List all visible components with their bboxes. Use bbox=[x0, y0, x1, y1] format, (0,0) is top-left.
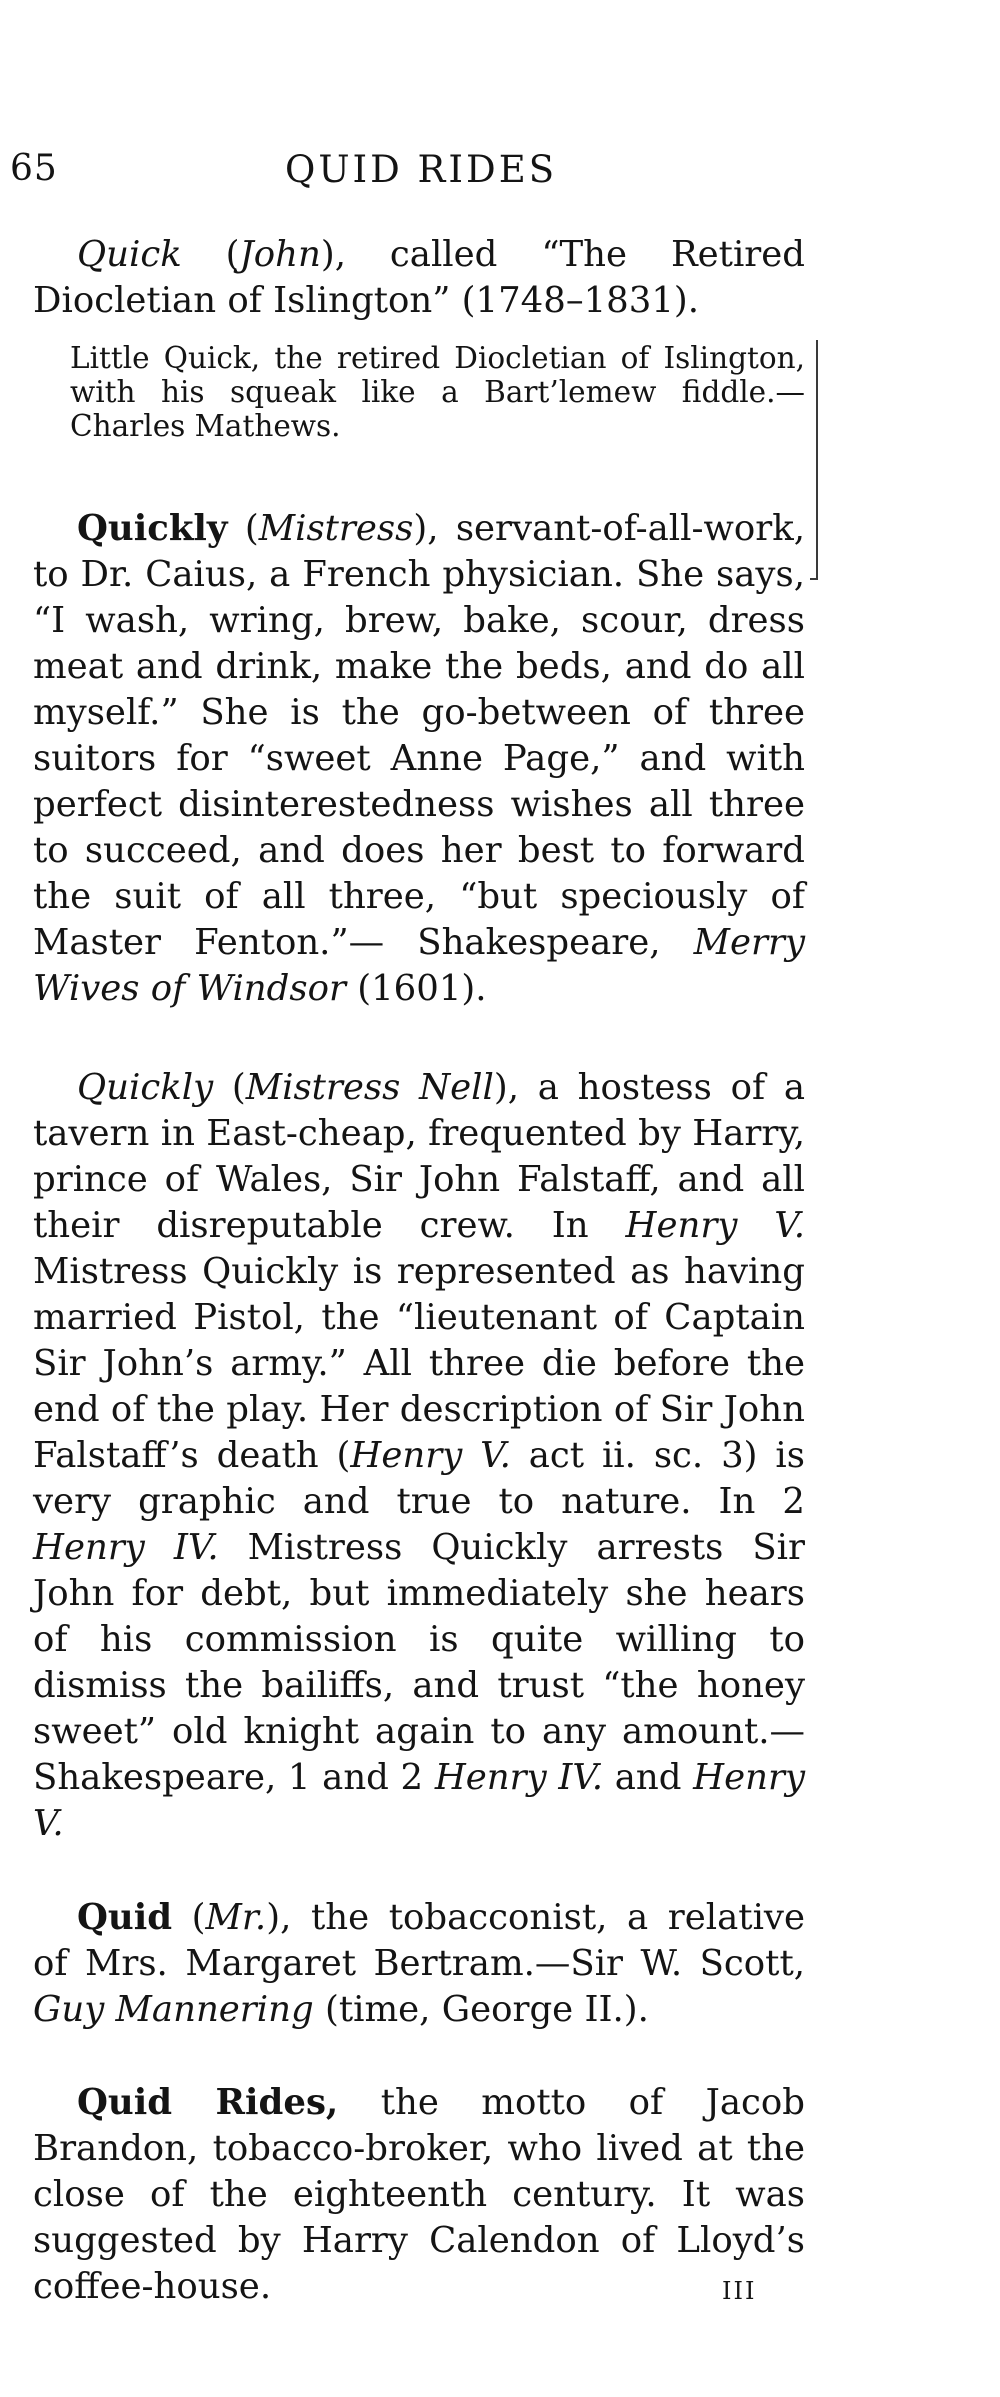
page-number: 65 bbox=[10, 148, 58, 189]
entry-quid-rides-name: Quid Rides, bbox=[77, 2082, 339, 2123]
entry-quickly-mistress bbox=[33, 506, 805, 1012]
entry-quickly-nell-text-5: and bbox=[603, 1757, 694, 1798]
entry-quick bbox=[33, 232, 805, 324]
entry-quid-text-2: (time, George II.). bbox=[313, 1989, 649, 2030]
entry-quid-paragraph: Quid (Mr.), the tobacconist, a relative of Mrs. Margaret Bertram.—Sir W. Scott, Guy Mannering (time, George II.). bbox=[33, 1897, 805, 2030]
entry-quid-rides bbox=[33, 2080, 805, 2310]
entry-quickly-nell-work-3: Henry IV. bbox=[33, 1527, 219, 1568]
entry-quid-text-1: , the tobacconist, a relative of Mrs. Margaret Bertram.—Sir W. Scott, bbox=[33, 1897, 805, 1984]
entry-quickly-nell-work-2: Henry V. bbox=[350, 1435, 511, 1476]
entry-quickly-mistress-paren: Mistress bbox=[258, 508, 414, 549]
entry-quick-quote: Little Quick, the retired Diocletian of Islington, with his squeak like a Bart’lemew fiddle.—Charles Mathews. bbox=[70, 341, 805, 443]
entry-quid-name: Quid bbox=[77, 1897, 173, 1938]
entry-quickly-mistress-text: , servant-of-all-work, to Dr. Caius, a French physician. She says, “I wash, wring, brew, bake, scour, dress meat and drink, make the beds, and do all myself.” She is the go-between of three suitors for “sweet Anne Page,” and with perfect disinterestedness wishes all three to succeed, and does her best to forward the suit of all three, “but speciously of Master Fenton.”— Shakespeare, bbox=[33, 508, 805, 963]
signature-mark: III bbox=[722, 2277, 757, 2305]
entry-quickly-nell-text-1: , a hostess of a tavern in East-cheap, frequented by Harry, prince of Wales, Sir John Falstaff, and all their disreputable crew. In bbox=[33, 1067, 806, 1246]
entry-quickly-mistress-date: (1601). bbox=[345, 968, 487, 1009]
entry-quickly-nell-work-4: Henry IV. bbox=[434, 1757, 604, 1798]
entry-quickly-nell bbox=[33, 1065, 805, 1847]
entry-quickly-nell-name: Quickly bbox=[77, 1067, 214, 1108]
entry-quick-name: Quick bbox=[77, 234, 182, 275]
entry-quickly-mistress-name: Quickly bbox=[77, 508, 228, 549]
entry-quickly-nell-paragraph: Quickly (Mistress Nell), a hostess of a tavern in East-cheap, frequented by Harry, prince of Wales, Sir John Falstaff, and all their disreputable crew. In Henry V. Mistress Quickly is represented as having married Pistol, the “lieutenant of Captain Sir John’s army.” All three die before the end of the play. Her description of Sir John Falstaff’s death (Henry V. act ii. sc. 3) is very graphic and true to nature. In 2 Henry IV. Mistress Quickly arrests Sir John for debt, but immediately she hears of his commission is quite willing to dismiss the bailiffs, and trust “the honey sweet” old knight again to any amount.—Shakespeare, 1 and 2 Henry IV. and Henry V. bbox=[33, 1067, 806, 1844]
entry-quid-paren: Mr. bbox=[205, 1897, 267, 1938]
entry-quickly-nell-paren: Mistress Nell bbox=[245, 1067, 494, 1108]
entry-quickly-nell-text-3: act ii. sc. 3) is very graphic and true to nature. In 2 bbox=[33, 1435, 805, 1522]
entry-quickly-nell-text-2: Mistress Quickly is represented as having married Pistol, the “lieutenant of Captain Sir John’s army.” All three die before the end of the play. Her description of Sir John Falstaff’s death ( bbox=[33, 1251, 805, 1476]
entry-quid-work: Guy Mannering bbox=[33, 1989, 314, 2030]
entry-quick-paragraph: Quick (John), called “The Retired Diocletian of Islington” (1748–1831). bbox=[33, 234, 805, 321]
entry-quickly-nell-work-1: Henry V. bbox=[625, 1205, 805, 1246]
margin-bracket bbox=[816, 340, 818, 580]
running-head: QUID RIDES bbox=[285, 148, 558, 191]
entry-quick-paren: John bbox=[239, 234, 321, 275]
entry-quickly-nell-work-5: Henry V. bbox=[33, 1757, 806, 1844]
entry-quid-rides-text: the motto of Jacob Brandon, tobacco-broker, who lived at the close of the eighteenth century. It was suggested by Harry Calendon of Lloyd’s coffee-house. bbox=[33, 2082, 805, 2307]
margin-bracket-tick bbox=[810, 578, 817, 580]
entry-quickly-mistress-paragraph: Quickly (Mistress), servant-of-all-work, to Dr. Caius, a French physician. She says, “I wash, wring, brew, bake, scour, dress meat and drink, make the beds, and do all myself.” She is the go-between of three suitors for “sweet Anne Page,” and with perfect disinterestedness wishes all three to succeed, and does her best to forward the suit of all three, “but speciously of Master Fenton.”— Shakespeare, Merry Wives of Windsor (1601). bbox=[33, 508, 805, 1009]
entry-quick-text: , called “The Retired Diocletian of Islington” (1748–1831). bbox=[33, 234, 805, 321]
entry-quid-rides-paragraph bbox=[33, 2080, 805, 2310]
entry-quickly-mistress-work: Merry Wives of Windsor bbox=[33, 922, 805, 1009]
entry-quid bbox=[33, 1895, 805, 2033]
entry-quickly-nell-text-4: Mistress Quickly arrests Sir John for debt, but immediately she hears of his commission is quite willing to dismiss the bailiffs, and trust “the honey sweet” old knight again to any amount.—Shakespeare, 1 and 2 bbox=[33, 1527, 805, 1798]
